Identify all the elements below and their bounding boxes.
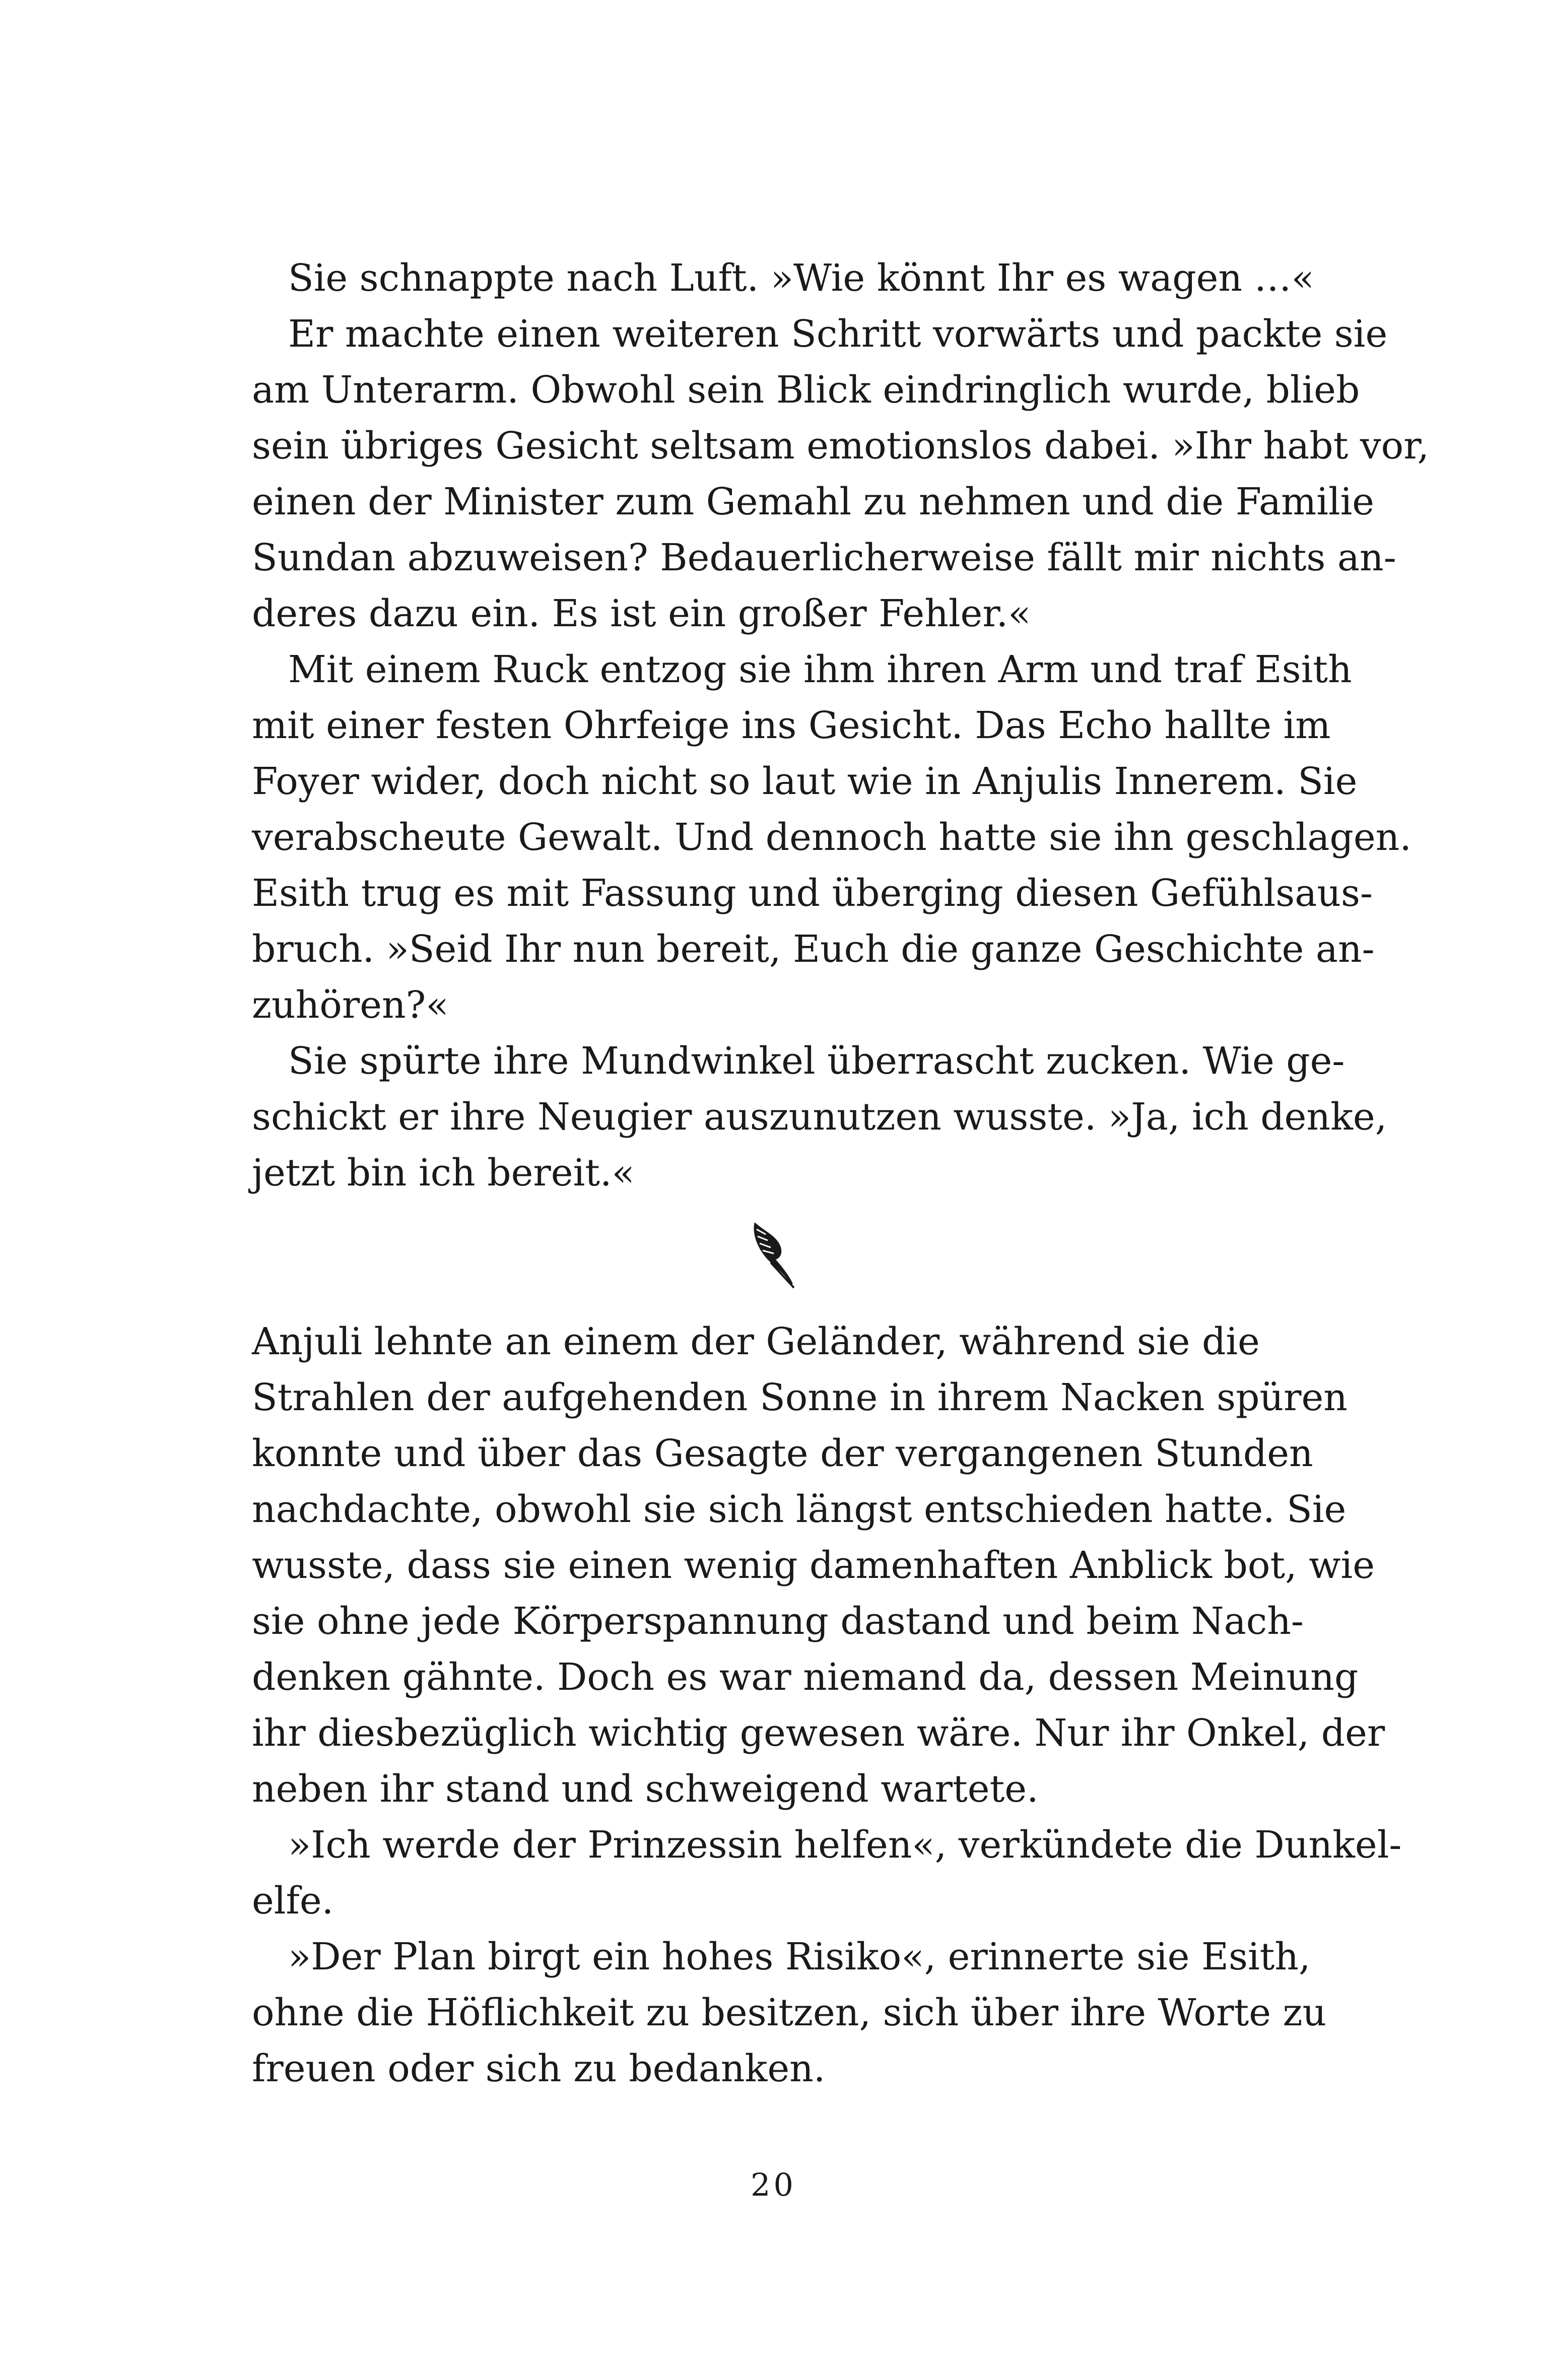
page-number: 20 xyxy=(751,2166,796,2203)
text-line: mit einer festen Ohrfeige ins Gesicht. Das Echo hallte im xyxy=(252,704,1331,747)
text-line: einen der Minister zum Gemahl zu nehmen und die Familie xyxy=(252,480,1375,523)
text-line: am Unterarm. Obwohl sein Blick eindringlich wurde, blieb xyxy=(252,368,1360,412)
text-line: konnte und über das Gesagte der vergangenen Stunden xyxy=(252,1432,1313,1475)
text-line: Anjuli lehnte an einem der Geländer, während sie die xyxy=(252,1320,1260,1363)
text-line: schickt er ihre Neugier auszunutzen wusste. »Ja, ich denke, xyxy=(252,1095,1387,1139)
text-line: Foyer wider, doch nicht so laut wie in Anjulis Innerem. Sie xyxy=(252,760,1358,803)
text-line: Mit einem Ruck entzog sie ihm ihren Arm und traf Esith xyxy=(288,648,1352,691)
text-line: nachdachte, obwohl sie sich längst entschieden hatte. Sie xyxy=(252,1488,1347,1531)
text-line: bruch. »Seid Ihr nun bereit, Euch die ganze Geschichte an- xyxy=(252,928,1375,971)
text-line: sie ohne jede Körperspannung dastand und beim Nach- xyxy=(252,1600,1304,1643)
text-line: freuen oder sich zu bedanken. xyxy=(252,2047,826,2090)
feather-icon xyxy=(751,1219,796,1290)
text-line: Strahlen der aufgehenden Sonne in ihrem Nacken spüren xyxy=(252,1376,1348,1419)
text-line: denken gähnte. Doch es war niemand da, dessen Meinung xyxy=(252,1656,1359,1699)
text-line: elfe. xyxy=(252,1879,334,1923)
text-line: deres dazu ein. Es ist ein großer Fehler.« xyxy=(252,592,1031,635)
text-line: Esith trug es mit Fassung und überging diesen Gefühlsaus- xyxy=(252,872,1373,915)
text-line: »Der Plan birgt ein hohes Risiko«, erinnerte sie Esith, xyxy=(288,1935,1311,1978)
text-line: Sundan abzuweisen? Bedauerlicherweise fällt mir nichts an- xyxy=(252,536,1396,579)
text-line: Sie schnappte nach Luft. »Wie könnt Ihr es wagen …« xyxy=(288,256,1314,300)
text-line: »Ich werde der Prinzessin helfen«, verkündete die Dunkel- xyxy=(288,1823,1402,1867)
text-line: ihr diesbezüglich wichtig gewesen wäre. Nur ihr Onkel, der xyxy=(252,1711,1385,1755)
text-line: ohne die Höflichkeit zu besitzen, sich über ihre Worte zu xyxy=(252,1991,1327,2034)
text-line: sein übriges Gesicht seltsam emotionslos dabei. »Ihr habt vor, xyxy=(252,424,1429,468)
text-line: jetzt bin ich bereit.« xyxy=(252,1151,635,1195)
text-block-before-break xyxy=(252,250,1429,1201)
text-block-after-break xyxy=(252,1314,1402,2097)
text-line: neben ihr stand und schweigend wartete. xyxy=(252,1767,1039,1811)
text-line: Er machte einen weiteren Schritt vorwärts und packte sie xyxy=(288,312,1388,356)
text-line: wusste, dass sie einen wenig damenhaften Anblick bot, wie xyxy=(252,1544,1375,1587)
text-line: verabscheute Gewalt. Und dennoch hatte sie ihn geschlagen. xyxy=(252,816,1411,859)
text-line: Sie spürte ihre Mundwinkel überrascht zucken. Wie ge- xyxy=(288,1039,1345,1083)
text-line: zuhören?« xyxy=(252,983,449,1027)
